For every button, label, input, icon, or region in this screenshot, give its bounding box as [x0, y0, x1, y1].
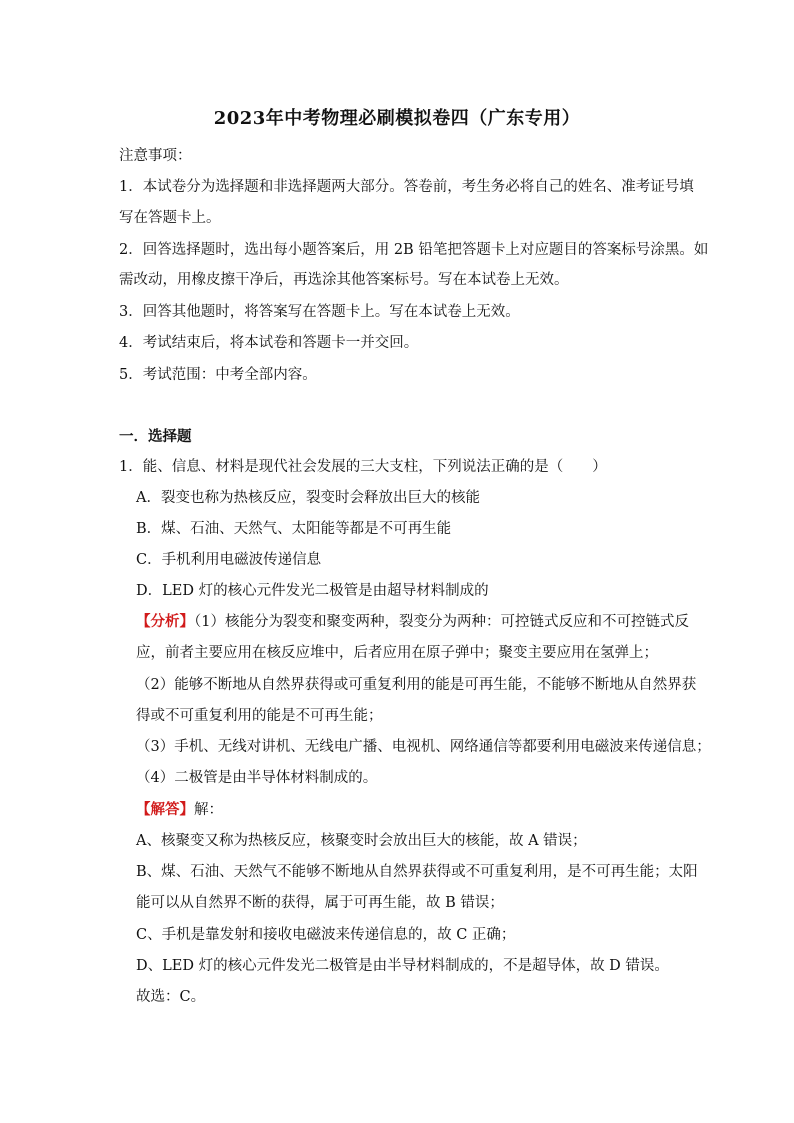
- answer-line-c: C、手机是靠发射和接收电磁波来传递信息的，故 C 正确；: [136, 927, 516, 943]
- notice-line-5: 3．回答其他题时，将答案写在答题卡上。写在本试卷上无效。: [119, 304, 520, 320]
- answer-line-b-cont: 能可以从自然界不断的获得，属于可再生能，故 B 错误；: [136, 895, 504, 911]
- notice-line-3: 2．回答选择题时，选出每小题答案后，用 2B 铅笔把答题卡上对应题目的答案标号涂黑。如: [119, 242, 709, 258]
- option-b: B．煤、石油、天然气、太阳能等都是不可再生能: [136, 521, 452, 537]
- analysis-line-1: （1）核能分为裂变和聚变两种，裂变分为两种：可控链式反应和不可控链式反: [194, 614, 689, 630]
- analysis-line-3: （2）能够不断地从自然界获得或可重复利用的能是可再生能，不能够不断地从自然界获: [136, 677, 697, 693]
- page-title: 2023年中考物理必刷模拟卷四（广东专用）: [213, 108, 581, 129]
- answer-intro: 解：: [194, 802, 223, 818]
- notice-line-4: 需改动，用橡皮擦干净后，再选涂其他答案标号。写在本试卷上无效。: [119, 272, 569, 288]
- answer-line-a: A、核聚变又称为热核反应，核聚变时会放出巨大的核能，故 A 错误；: [136, 833, 587, 849]
- notice-heading: 注意事项：: [119, 148, 192, 164]
- analysis-line-5: （3）手机、无线对讲机、无线电广播、电视机、网络通信等都要利用电磁波来传递信息；: [136, 739, 711, 755]
- option-a: A．裂变也称为热核反应，裂变时会释放出巨大的核能: [136, 490, 480, 506]
- analysis-tag: 【分析】: [136, 614, 194, 630]
- answer-choice: 故选：C。: [136, 989, 206, 1005]
- option-d: D．LED 灯的核心元件发光二极管是由超导材料制成的: [136, 583, 489, 599]
- answer-first-line: [136, 800, 223, 820]
- analysis-first-line: [136, 612, 689, 632]
- answer-tag: 【解答】: [136, 802, 194, 818]
- option-c: C．手机利用电磁波传递信息: [136, 552, 322, 568]
- notice-line-2: 写在答题卡上。: [119, 210, 221, 226]
- analysis-line-4: 得或不可重复利用的能是不可再生能；: [136, 708, 383, 724]
- notice-line-6: 4．考试结束后，将本试卷和答题卡一并交回。: [119, 335, 419, 351]
- section-title: 一．选择题: [119, 429, 192, 445]
- notice-line-7: 5．考试范围：中考全部内容。: [119, 367, 317, 383]
- question-stem: 1．能、信息、材料是现代社会发展的三大支柱，下列说法正确的是（ ）: [119, 459, 607, 475]
- analysis-line-6: （4）二极管是由半导体材料制成的。: [136, 770, 378, 786]
- answer-line-d: D、LED 灯的核心元件发光二极管是由半导材料制成的，不是超导体，故 D 错误。: [136, 958, 669, 974]
- analysis-line-2: 应，前者主要应用在核反应堆中，后者应用在原子弹中；聚变主要应用在氢弹上；: [136, 645, 658, 661]
- answer-line-b: B、煤、石油、天然气不能够不断地从自然界获得或不可重复利用，是不可再生能；太阳: [136, 864, 698, 880]
- notice-line-1: 1．本试卷分为选择题和非选择题两大部分。答卷前，考生务必将自己的姓名、准考证号填: [119, 179, 694, 195]
